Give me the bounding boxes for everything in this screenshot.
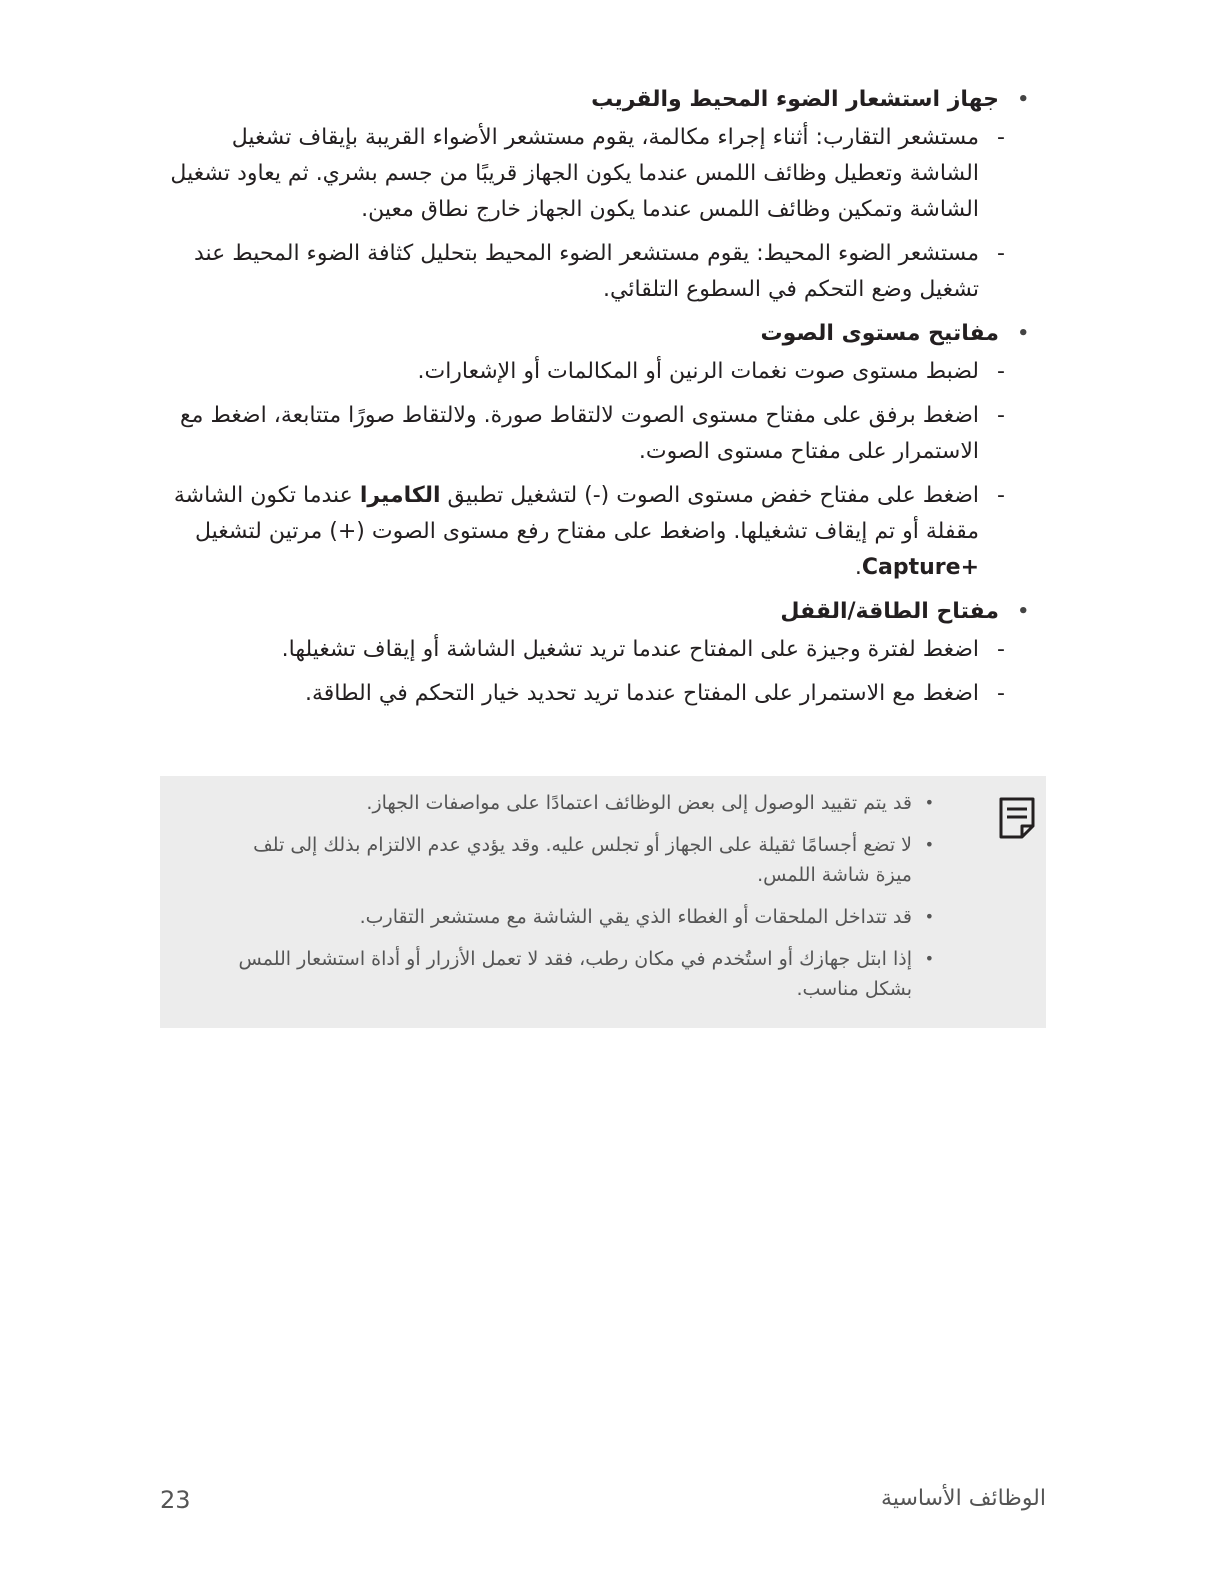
list-item-text: مستشعر الضوء المحيط: يقوم مستشعر الضوء المحيط بتحليل كثافة الضوء المحيط عند تشغيل وضع التحكم في السطوع التلقائي. bbox=[194, 241, 979, 302]
page-number: 23 bbox=[160, 1486, 191, 1514]
note-text: لا تضع أجسامًا ثقيلة على الجهاز أو تجلس عليه. وقد يؤدي عدم الالتزام بذلك إلى تلف ميزة شاشة اللمس. bbox=[253, 834, 912, 886]
dash-marker: - bbox=[997, 359, 1005, 384]
dash-marker: - bbox=[997, 483, 1005, 508]
bullet-marker: • bbox=[924, 835, 934, 854]
note-text: قد يتم تقييد الوصول إلى بعض الوظائف اعتمادًا على مواصفات الجهاز. bbox=[366, 792, 912, 814]
section-title-volume-keys: • مفاتيح مستوى الصوت bbox=[160, 316, 1015, 352]
dash-marker: - bbox=[997, 403, 1005, 428]
list-item-camera-launch bbox=[160, 478, 1015, 586]
footer-section-title: الوظائف الأساسية bbox=[881, 1486, 1046, 1511]
dash-marker: - bbox=[997, 637, 1005, 662]
note-item bbox=[234, 902, 934, 932]
camera-app-name: الكاميرا bbox=[359, 483, 441, 508]
note-icon bbox=[998, 796, 1036, 840]
list-item-ambient-light-sensor bbox=[160, 236, 1015, 308]
dash-marker: - bbox=[997, 681, 1005, 706]
list-item-text: اضغط مع الاستمرار على المفتاح عندما تريد تحديد خيار التحكم في الطاقة. bbox=[305, 681, 979, 706]
note-item bbox=[234, 944, 934, 1004]
list-item-volume-adjust bbox=[160, 354, 1015, 390]
camera-text-before: اضغط على مفتاح خفض مستوى الصوت (-) لتشغيل تطبيق bbox=[440, 483, 979, 508]
note-item bbox=[234, 830, 934, 890]
list-item-power-short-press bbox=[160, 632, 1015, 668]
bullet-marker: • bbox=[924, 793, 934, 812]
list-item-proximity-sensor bbox=[160, 120, 1015, 228]
list-item-power-long-press bbox=[160, 676, 1015, 712]
note-box bbox=[160, 776, 1046, 1028]
list-item-text: مستشعر التقارب: أثناء إجراء مكالمة، يقوم مستشعر الأضواء القريبة بإيقاف تشغيل الشاشة وتعطيل وظائف اللمس عندما يكون الجهاز قريبًا من جسم بشري. ثم يعاود تشغيل الشاشة وتمكين وظائف اللمس عندما يكون الجهاز خارج نطاق معين. bbox=[170, 125, 979, 222]
section-title-light-sensor: • جهاز استشعار الضوء المحيط والقريب bbox=[160, 82, 1015, 118]
note-text: قد تتداخل الملحقات أو الغطاء الذي يقي الشاشة مع مستشعر التقارب. bbox=[359, 906, 912, 928]
bullet-marker: • bbox=[924, 907, 934, 926]
note-text: إذا ابتل جهازك أو استُخدم في مكان رطب، فقد لا تعمل الأزرار أو أداة استشعار اللمس بشكل مناسب. bbox=[238, 948, 912, 1000]
dash-marker: - bbox=[997, 125, 1005, 150]
capture-plus-app-name: Capture+ bbox=[861, 555, 979, 580]
section-title-power-key: • مفتاح الطاقة/القفل bbox=[160, 594, 1015, 630]
list-item-text: لضبط مستوى صوت نغمات الرنين أو المكالمات أو الإشعارات. bbox=[417, 359, 979, 384]
note-list bbox=[234, 788, 934, 1016]
main-content bbox=[160, 82, 1015, 720]
camera-text-end: . bbox=[854, 555, 862, 580]
note-item bbox=[234, 788, 934, 818]
camera-text-middle: عندما تكون الشاشة مقفلة أو تم إيقاف تشغيلها. واضغط على مفتاح رفع مستوى الصوت (+) مرتين لتشغيل bbox=[173, 483, 979, 544]
list-item-text: اضغط لفترة وجيزة على المفتاح عندما تريد تشغيل الشاشة أو إيقاف تشغيلها. bbox=[281, 637, 979, 662]
list-item-text: اضغط برفق على مفتاح مستوى الصوت لالتقاط صورة. ولالتقاط صورًا متتابعة، اضغط مع الاستمرار على مفتاح مستوى الصوت. bbox=[179, 403, 979, 464]
list-item-capture-photo bbox=[160, 398, 1015, 470]
bullet-marker: • bbox=[924, 949, 934, 968]
dash-marker: - bbox=[997, 241, 1005, 266]
